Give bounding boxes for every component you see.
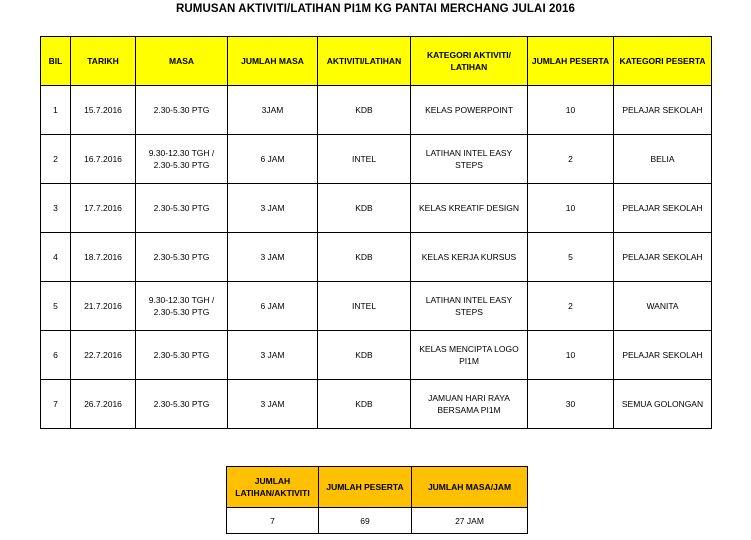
cell-jumlah-masa: 3JAM	[228, 86, 318, 135]
summary-jumlah-peserta: 69	[319, 508, 412, 534]
summary-header-jumlah-latihan: JUMLAH LATIHAN/AKTIVITI	[227, 467, 319, 508]
cell-jumlah-peserta: 2	[528, 282, 614, 331]
cell-jumlah-peserta: 10	[528, 184, 614, 233]
cell-aktiviti-latihan: KDB	[318, 184, 411, 233]
cell-masa: 2.30-5.30 PTG	[136, 331, 228, 380]
cell-jumlah-masa: 3 JAM	[228, 233, 318, 282]
cell-tarikh: 26.7.2016	[71, 380, 136, 429]
cell-kategori-peserta: PELAJAR SEKOLAH	[614, 233, 712, 282]
cell-kategori-peserta: PELAJAR SEKOLAH	[614, 86, 712, 135]
cell-jumlah-masa: 6 JAM	[228, 135, 318, 184]
cell-jumlah-masa: 6 JAM	[228, 282, 318, 331]
cell-bil: 5	[41, 282, 71, 331]
cell-jumlah-peserta: 2	[528, 135, 614, 184]
summary-header-jumlah-peserta: JUMLAH PESERTA	[319, 467, 412, 508]
cell-masa: 2.30-5.30 PTG	[136, 380, 228, 429]
cell-kategori-aktiviti: LATIHAN INTEL EASY STEPS	[411, 135, 528, 184]
header-aktiviti-latihan: AKTIVITI/LATIHAN	[318, 37, 411, 86]
summary-header-jumlah-masa: JUMLAH MASA/JAM	[412, 467, 528, 508]
cell-kategori-aktiviti: LATIHAN INTEL EASY STEPS	[411, 282, 528, 331]
cell-tarikh: 15.7.2016	[71, 86, 136, 135]
cell-masa: 2.30-5.30 PTG	[136, 184, 228, 233]
table-row	[41, 282, 712, 331]
table-row	[41, 331, 712, 380]
table-row	[41, 380, 712, 429]
cell-kategori-aktiviti: KELAS POWERPOINT	[411, 86, 528, 135]
report-title: RUMUSAN AKTIVITI/LATIHAN PI1M KG PANTAI MERCHANG JULAI 2016	[175, 3, 576, 15]
cell-kategori-aktiviti: JAMUAN HARI RAYA BERSAMA PI1M	[411, 380, 528, 429]
table-header-row	[41, 37, 712, 86]
cell-tarikh: 16.7.2016	[71, 135, 136, 184]
cell-aktiviti-latihan: KDB	[318, 380, 411, 429]
cell-aktiviti-latihan: KDB	[318, 331, 411, 380]
header-jumlah-masa: JUMLAH MASA	[228, 37, 318, 86]
cell-kategori-aktiviti: KELAS KERJA KURSUS	[411, 233, 528, 282]
summary-jumlah-masa: 27 JAM	[412, 508, 528, 534]
header-kategori-aktiviti: KATEGORI AKTIVITI/ LATIHAN	[411, 37, 528, 86]
cell-tarikh: 17.7.2016	[71, 184, 136, 233]
cell-kategori-peserta: WANITA	[614, 282, 712, 331]
cell-kategori-aktiviti: KELAS MENCIPTA LOGO PI1M	[411, 331, 528, 380]
cell-bil: 2	[41, 135, 71, 184]
cell-bil: 6	[41, 331, 71, 380]
cell-kategori-peserta: SEMUA GOLONGAN	[614, 380, 712, 429]
cell-jumlah-masa: 3 JAM	[228, 184, 318, 233]
cell-jumlah-peserta: 30	[528, 380, 614, 429]
cell-masa: 9.30-12.30 TGH / 2.30-5.30 PTG	[136, 135, 228, 184]
cell-aktiviti-latihan: KDB	[318, 233, 411, 282]
cell-aktiviti-latihan: INTEL	[318, 135, 411, 184]
header-bil: BIL	[41, 37, 71, 86]
summary-jumlah-latihan: 7	[227, 508, 319, 534]
cell-jumlah-masa: 3 JAM	[228, 380, 318, 429]
table-body	[41, 86, 712, 429]
cell-tarikh: 18.7.2016	[71, 233, 136, 282]
cell-jumlah-peserta: 10	[528, 331, 614, 380]
table-row	[41, 135, 712, 184]
activity-table	[40, 36, 712, 429]
cell-bil: 3	[41, 184, 71, 233]
cell-tarikh: 22.7.2016	[71, 331, 136, 380]
cell-bil: 1	[41, 86, 71, 135]
cell-aktiviti-latihan: KDB	[318, 86, 411, 135]
cell-jumlah-peserta: 5	[528, 233, 614, 282]
cell-masa: 2.30-5.30 PTG	[136, 233, 228, 282]
header-jumlah-peserta: JUMLAH PESERTA	[528, 37, 614, 86]
cell-bil: 4	[41, 233, 71, 282]
cell-bil: 7	[41, 380, 71, 429]
summary-header-row	[227, 467, 528, 508]
summary-table	[226, 466, 528, 534]
cell-masa: 2.30-5.30 PTG	[136, 86, 228, 135]
header-masa: MASA	[136, 37, 228, 86]
cell-kategori-aktiviti: KELAS KREATIF DESIGN	[411, 184, 528, 233]
cell-jumlah-peserta: 10	[528, 86, 614, 135]
header-kategori-peserta: KATEGORI PESERTA	[614, 37, 712, 86]
cell-jumlah-masa: 3 JAM	[228, 331, 318, 380]
summary-value-row	[227, 508, 528, 534]
table-row	[41, 86, 712, 135]
table-row	[41, 184, 712, 233]
cell-masa: 9.30-12.30 TGH / 2.30-5.30 PTG	[136, 282, 228, 331]
table-row	[41, 233, 712, 282]
cell-tarikh: 21.7.2016	[71, 282, 136, 331]
cell-kategori-peserta: PELAJAR SEKOLAH	[614, 331, 712, 380]
header-tarikh: TARIKH	[71, 37, 136, 86]
cell-kategori-peserta: PELAJAR SEKOLAH	[614, 184, 712, 233]
cell-aktiviti-latihan: INTEL	[318, 282, 411, 331]
cell-kategori-peserta: BELIA	[614, 135, 712, 184]
